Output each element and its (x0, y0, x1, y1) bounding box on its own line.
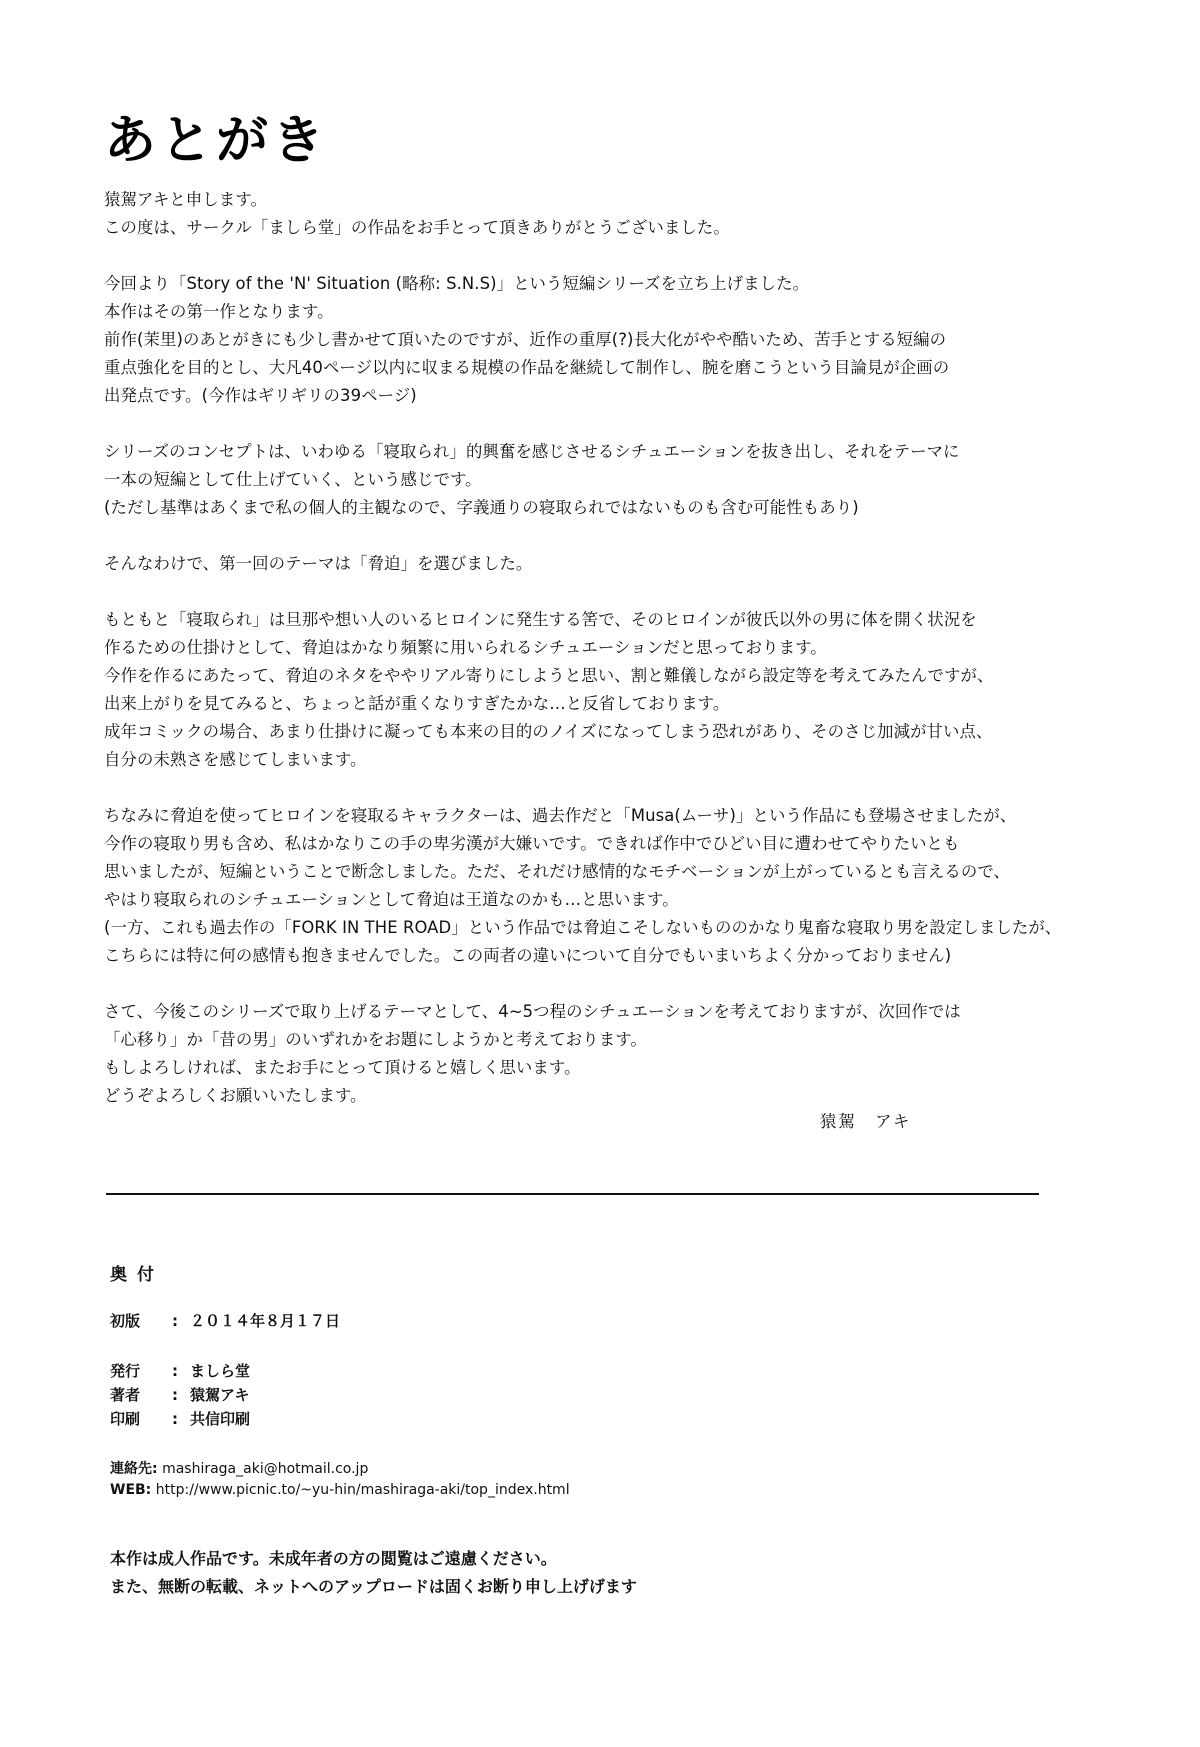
text-line: こちらには特に何の感情も抱きませんでした。この両者の違いについて自分でもいまいちよく分かっておりません) (104, 946, 952, 965)
contact-row (110, 1458, 368, 1478)
text-line: (ただし基準はあくまで私の個人的主観なので、字義通りの寝取られではないものも含む可能性もあり) (104, 498, 859, 517)
paragraph (104, 550, 1094, 578)
text-line: 成年コミックの場合、あまり仕掛けに凝っても本来の目的のノイズになってしまう恐れがあり、そのさじ加減が甘い点、 (104, 722, 993, 741)
text-line: 今回より「Story of the 'N' Situation (略称: S.N.S)」という短編シリーズを立ち上げました。 (104, 274, 810, 293)
reprint-notice: また、無断の転載、ネットへのアップロードは固くお断り申し上げげます (110, 1577, 637, 1596)
text-line: 出発点です。(今作はギリギリの39ページ) (104, 386, 417, 405)
text-line: 猿駕アキと申します。 (104, 190, 267, 209)
first-edition-value: ２０１４年８月１７日 (190, 1312, 341, 1330)
contact-label: 連絡先: (110, 1461, 158, 1477)
paragraph (104, 270, 1094, 410)
printer-label: 印刷 (110, 1410, 141, 1428)
paragraph (104, 438, 1094, 522)
separator: : (172, 1362, 178, 1380)
afterword-body (104, 186, 1094, 1138)
printer-value: 共信印刷 (190, 1410, 251, 1428)
afterword-title: あとがき (104, 110, 329, 171)
text-line: この度は、サークル「ましら堂」の作品をお手とって頂きありがとうございました。 (104, 218, 730, 237)
author-row (110, 1384, 249, 1405)
text-line: どうぞよろしくお願いいたします。 (104, 1086, 367, 1105)
adult-notice: 本作は成人作品です。未成年者の方の閲覧はご遠慮ください。 (110, 1549, 557, 1568)
text-line: 前作(茉里)のあとがきにも少し書かせて頂いたのですが、近作の重厚(?)長大化がやや酷いため、苦手とする短編の (104, 330, 947, 349)
text-line: そんなわけで、第一回のテーマは「脅迫」を選びました。 (104, 554, 533, 573)
author-value: 猿駕アキ (190, 1386, 250, 1404)
web-url[interactable]: http://www.picnic.to/~yu-hin/mashiraga-aki/top_index.html (155, 1482, 570, 1498)
publisher-row (110, 1360, 250, 1381)
text-line: さて、今後このシリーズで取り上げるテーマとして、4~5つ程のシチュエーションを考えておりますが、次回作では (104, 1002, 961, 1021)
text-line: 思いましたが、短編ということで断念しました。ただ、それだけ感情的なモチベーションが上がっているとも言えるので、 (104, 862, 1010, 881)
paragraph (104, 186, 1094, 242)
separator: : (172, 1386, 178, 1404)
text-line: 重点強化を目的とし、大凡40ページ以内に収まる規模の作品を継続して制作し、腕を磨こうという目論見が企画の (104, 358, 950, 377)
text-line: もしよろしければ、またお手にとって頂けると嬉しく思います。 (104, 1058, 581, 1077)
divider (106, 1193, 1039, 1195)
first-edition-label: 初版 (110, 1312, 141, 1330)
text-line: もともと「寝取られ」は旦那や想い人のいるヒロインに発生する筈で、そのヒロインが彼氏以外の男に体を開く状況を (104, 610, 977, 629)
publisher-label: 発行 (110, 1362, 141, 1380)
contact-email[interactable]: mashiraga_aki@hotmail.co.jp (162, 1461, 369, 1477)
text-line: シリーズのコンセプトは、いわゆる「寝取られ」的興奮を感じさせるシチュエーションを抜き出し、それをテーマに (104, 442, 960, 461)
paragraph (104, 802, 1094, 970)
web-row (110, 1482, 570, 1498)
text-line: 出来上がりを見てみると、ちょっと話が重くなりすぎたかな…と反省しております。 (104, 694, 730, 713)
author-label: 著者 (110, 1386, 141, 1404)
web-label: WEB: (110, 1482, 152, 1498)
author-signature: 猿駕 アキ (820, 1112, 912, 1131)
first-edition-row (110, 1310, 340, 1331)
text-line: 作るための仕掛けとして、脅迫はかなり頻繁に用いられるシチュエーションだと思っております。 (104, 638, 827, 657)
text-line: 「心移り」か「昔の男」のいずれかをお題にしようかと考えております。 (104, 1030, 647, 1049)
text-line: (一方、これも過去作の「FORK IN THE ROAD」という作品では脅迫こそしないもののかなり鬼畜な寝取り男を設定しましたが、 (104, 918, 1062, 937)
text-line: ちなみに脅迫を使ってヒロインを寝取るキャラクターは、過去作だと「Musa(ムーサ)」という作品にも登場させましたが、 (104, 806, 1017, 825)
publisher-value: ましら堂 (190, 1362, 251, 1380)
colophon-title: 奥付 (110, 1265, 164, 1285)
separator: : (172, 1312, 178, 1330)
text-line: 今作を作るにあたって、脅迫のネタをややリアル寄りにしようと思い、割と難儀しながら設定等を考えてみたんですが、 (104, 666, 994, 685)
paragraph (104, 998, 1094, 1110)
text-line: 一本の短編として仕上げていく、という感じです。 (104, 470, 482, 489)
printer-row (110, 1408, 250, 1429)
text-line: やはり寝取られのシチュエーションとして脅迫は王道なのかも…と思います。 (104, 890, 679, 909)
text-line: 自分の未熟さを感じてしまいます。 (104, 750, 367, 769)
paragraph (104, 606, 1094, 774)
separator: : (172, 1410, 178, 1428)
text-line: 本作はその第一作となります。 (104, 302, 334, 321)
text-line: 今作の寝取り男も含め、私はかなりこの手の卑劣漢が大嫌いです。できれば作中でひどい目に遭わせてやりたいとも (104, 834, 960, 853)
